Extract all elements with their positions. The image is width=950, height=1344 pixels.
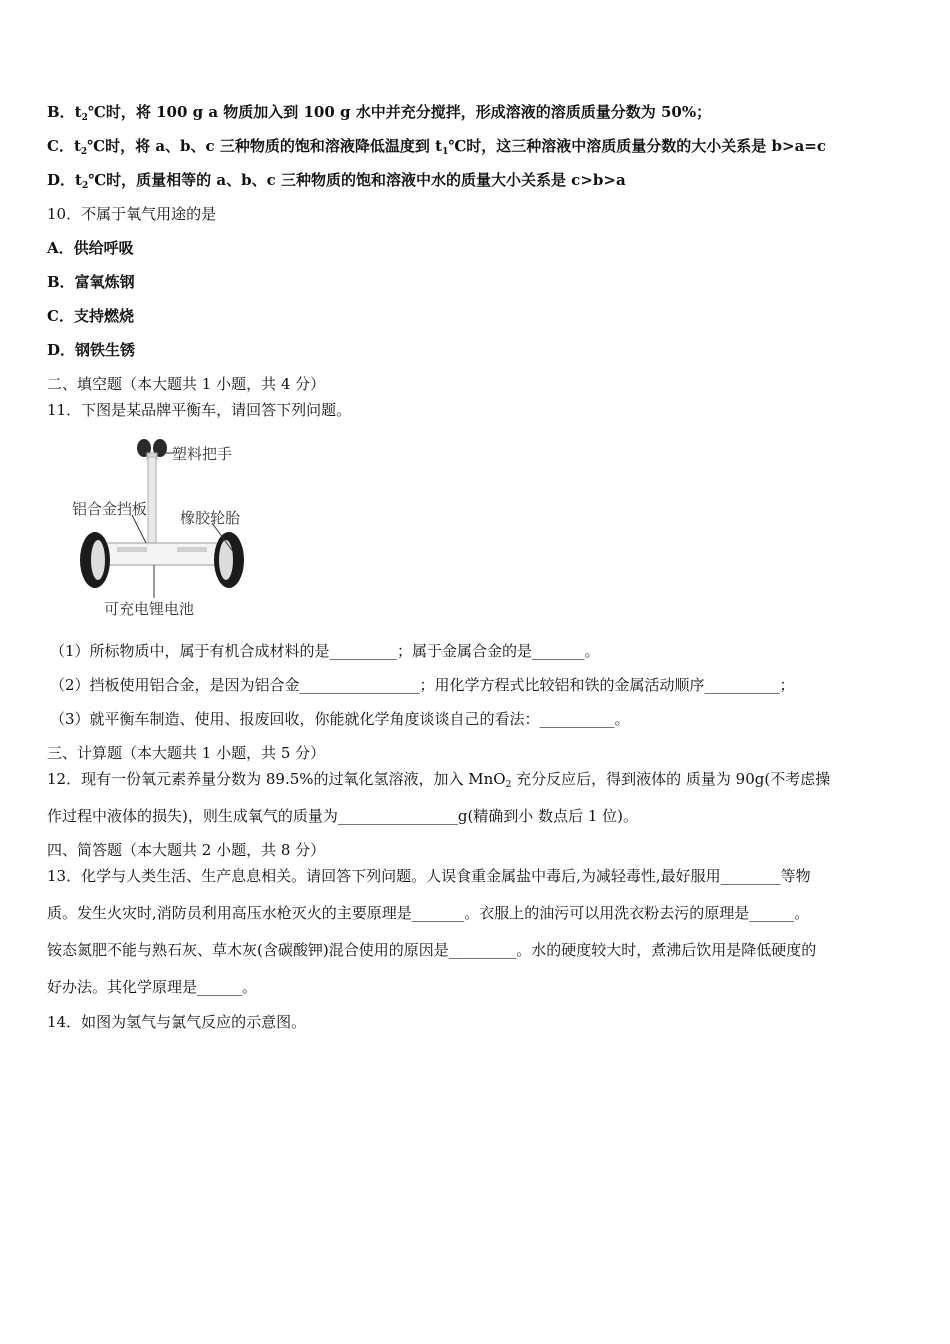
q11-sub3: （3）就平衡车制造、使用、报废回收，你能就化学角度谈谈自己的看法：__________。 bbox=[50, 710, 630, 728]
section-heading-short-answer: 四、简答题（本大题共 2 小题，共 8 分） bbox=[47, 841, 326, 859]
q12-line2: 作过程中液体的损失)，则生成氧气的质量为________________g(精确到小 数点后 1 位)。 bbox=[47, 807, 639, 825]
label-rubber-tire: 橡胶轮胎 bbox=[180, 509, 241, 527]
q9-option-d: D．$t_2℃$时，质量相等的 a、b、c 三种物质的饱和溶液中水的质量大小关系是 c>b>a bbox=[47, 171, 626, 191]
section-heading-calculation: 三、计算题（本大题共 1 小题，共 5 分） bbox=[47, 744, 326, 762]
q10-option-b: B．富氧炼钢 bbox=[47, 273, 135, 291]
label-plastic-handle: 塑料把手 bbox=[172, 445, 233, 463]
label-aluminum-plate: 铝合金挡板 bbox=[72, 500, 148, 518]
section-heading-fill-blank: 二、填空题（本大题共 1 小题，共 4 分） bbox=[47, 375, 326, 393]
q13-line1: 13．化学与人类生活、生产息息相关。请回答下列问题。人误食重金属盐中毒后,为减轻毒性,最好服用________等物 bbox=[47, 867, 811, 885]
q13-line2: 质。发生火灾时,消防员利用高压水枪灭火的主要原理是_______。衣服上的油污可以用洗衣粉去污的原理是______。 bbox=[47, 904, 810, 922]
q9-option-b: B．$t_2℃$时，将 100 g a 物质加入到 100 g 水中并充分搅拌，形成溶液的溶质质量分数为 50%； bbox=[47, 103, 712, 123]
q10-option-a: A．供给呼吸 bbox=[47, 239, 134, 257]
q11-sub2: （2）挡板使用铝合金，是因为铝合金________________；用化学方程式比较铝和铁的金属活动顺序__________； bbox=[50, 676, 795, 694]
label-lithium-battery: 可充电锂电池 bbox=[104, 600, 195, 618]
q9-option-c: C．$t_2℃$时，将 a、b、c 三种物质的饱和溶液降低温度到 $t_1℃$时，这三种溶液中溶质质量分数的大小关系是 b>a=c bbox=[47, 137, 827, 157]
q11-stem: 11．下图是某品牌平衡车，请回答下列问题。 bbox=[47, 401, 352, 419]
q10-option-c: C．支持燃烧 bbox=[47, 307, 134, 325]
q11-sub1: （1）所标物质中，属于有机合成材料的是_________；属于金属合金的是_______。 bbox=[50, 642, 600, 660]
q10-stem: 10．不属于氧气用途的是 bbox=[47, 205, 217, 223]
q10-option-d: D．钢铁生锈 bbox=[47, 341, 136, 359]
q14-stem: 14．如图为氢气与氯气反应的示意图。 bbox=[47, 1013, 307, 1031]
q12-line1: 12．现有一份氧元素养量分数为 89.5%的过氧化氢溶液，加入 MnO$_2$ 充分反应后，得到液体的 质量为 90g(不考虑操 bbox=[47, 770, 831, 790]
q13-line4: 好办法。其化学原理是______。 bbox=[47, 978, 258, 996]
balance-scooter-figure bbox=[62, 435, 262, 625]
q13-line3: 铵态氮肥不能与熟石灰、草木灰(含碳酸钾)混合使用的原因是_________。水的硬度较大时，煮沸后饮用是降低硬度的 bbox=[47, 941, 817, 959]
